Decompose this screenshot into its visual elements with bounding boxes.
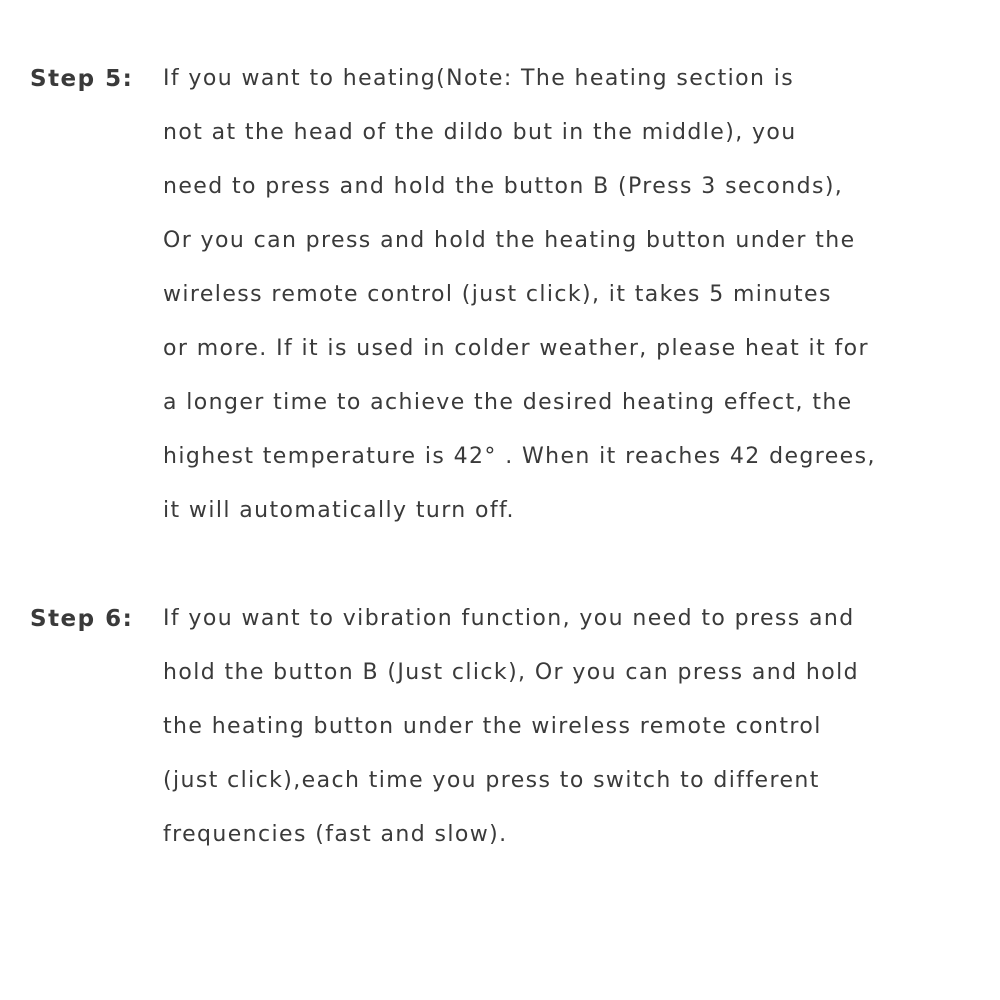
step-6-line: hold the button B (Just click), Or you can press and hold [163,660,859,685]
step-6-text [163,592,953,862]
step-6-line: the heating button under the wireless remote control [163,714,822,739]
step-5-line: wireless remote control (just click), it takes 5 minutes [163,282,832,307]
step-5-line: or more. If it is used in colder weather, please heat it for [163,336,869,361]
step-6-line: (just click),each time you press to switch to different [163,768,820,793]
step-5-line: it will automatically turn off. [163,498,515,523]
step-5-line: need to press and hold the button B (Press 3 seconds), [163,174,844,199]
step-5-line: not at the head of the dildo but in the middle), you [163,120,797,145]
step-5-label: Step 5: [30,66,134,92]
step-5-line: highest temperature is 42° . When it reaches 42 degrees, [163,444,876,469]
step-5-line: a longer time to achieve the desired heating effect, the [163,390,853,415]
step-6-label: Step 6: [30,606,134,632]
step-6-line: frequencies (fast and slow). [163,822,508,847]
step-5-line: If you want to heating(Note: The heating section is [163,66,795,91]
step-5-line: Or you can press and hold the heating button under the [163,228,856,253]
step-6-line: If you want to vibration function, you need to press and [163,606,855,631]
step-5-text [163,52,953,538]
